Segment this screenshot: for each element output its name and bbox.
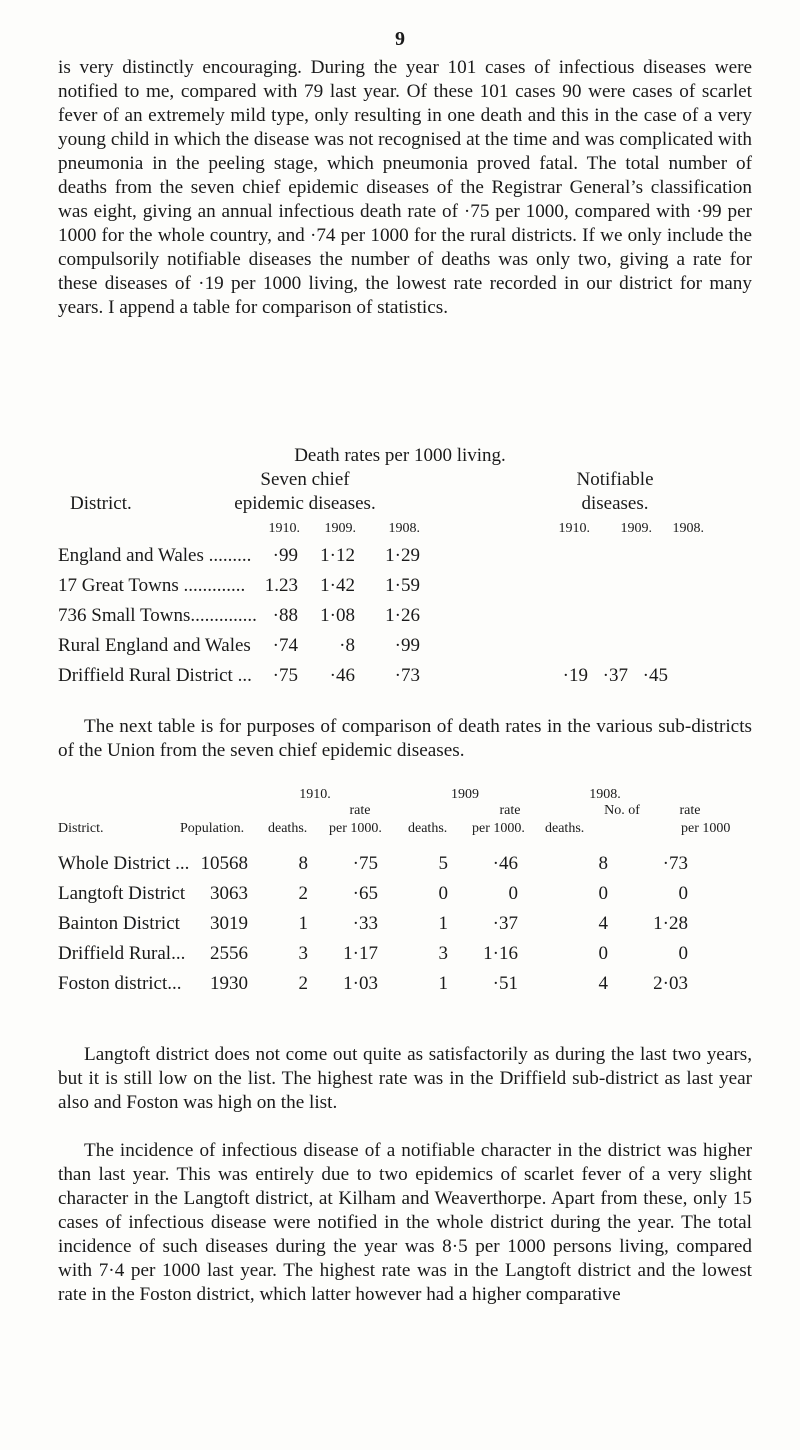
deaths-1910: 2 (298, 973, 308, 994)
rate-1910: ·88 (272, 605, 298, 626)
district-name (58, 665, 252, 687)
paragraph-incidence: The incidence of infectious disease of a notifiable character in the district was higher than last year. This was entirely due to two epidemics of scarlet fever of a very slight character in the Langtoft district, at Kilham and Weaverthorpe. Apart from these, only 15 cases of infectious disease were notified in the whole district during the year. The total incidence of such diseases during the year was 8·5 per 1000 persons living, compared with 7·4 per 1000 last year. The highest rate was in the Langtoft district and the lowest rate in the Foston district, which latter however had a higher comparative (58, 1140, 752, 1305)
year-1908-header: 1908. (589, 787, 621, 802)
notifiable-1910: ·19 (562, 665, 588, 686)
deaths-1909: 1 (438, 913, 448, 934)
district-name: Bainton District (58, 913, 180, 934)
rate-1908: 0 (678, 943, 688, 964)
rate-1910: ·65 (352, 883, 378, 904)
deaths-1908: 0 (598, 943, 608, 964)
table-row (58, 575, 758, 605)
rate-1909: ·8 (339, 635, 355, 656)
population: 3063 (210, 883, 248, 904)
rate-1909: ·46 (329, 665, 355, 686)
deaths-1909: 1 (438, 973, 448, 994)
rate-1910: ·75 (272, 665, 298, 686)
rate-1910: ·99 (272, 545, 298, 566)
deaths-1910: 8 (298, 853, 308, 874)
district-label: England and Wales (58, 545, 204, 566)
notifiable-1909: ·37 (602, 665, 628, 686)
paragraph-langtoft: Langtoft district does not come out quite as satisfactorily as during the last two years, but it is still low on the list. The highest rate was in the Driffield sub-district as last year also and Foston was high on the list. (58, 1044, 752, 1113)
paragraph-comparison: The next table is for purposes of comparison of death rates in the various sub-districts of the Union from the seven chief epidemic diseases. (58, 716, 752, 761)
rate-1910: ·75 (352, 853, 378, 874)
district-label: Rural England and Wales (58, 635, 251, 656)
notifiable-year-header: 1910. (558, 521, 590, 536)
population: 2556 (210, 943, 248, 964)
district-name (58, 635, 251, 657)
rate-1908: 1·59 (385, 575, 420, 596)
deaths-1910: 3 (298, 943, 308, 964)
district-label: Driffield Rural District (58, 665, 233, 686)
seven-chief-header-2: epidemic diseases. (234, 493, 376, 514)
deaths-1908: 4 (598, 973, 608, 994)
rate-1909: ·37 (492, 913, 518, 934)
table-row (58, 883, 758, 913)
rate-1910: ·74 (272, 635, 298, 656)
rate-header: rate (349, 803, 371, 818)
district-name: Driffield Rural... (58, 943, 186, 964)
year-1910-header: 1910. (299, 787, 331, 802)
leader-dots: ......... (203, 545, 252, 566)
deaths-1909: 3 (438, 943, 448, 964)
deaths-1908-header: deaths. (545, 821, 585, 836)
year-1909-header: 1909 (451, 787, 479, 802)
rate-1910: 1.23 (264, 575, 298, 596)
table-row (58, 665, 758, 695)
district-name (58, 605, 257, 627)
district-header: District. (70, 493, 132, 514)
deaths-1910-header: deaths. (268, 821, 308, 836)
rate-1908: ·99 (394, 635, 420, 656)
table-row (58, 973, 758, 1003)
population: 1930 (210, 973, 248, 994)
rate-1909: ·46 (492, 853, 518, 874)
district-label: 736 Small Towns (58, 605, 191, 626)
notifiable-year-header: 1909. (620, 521, 652, 536)
rate-header: rate (679, 803, 701, 818)
district-header: District. (58, 821, 104, 836)
per1000-1908-header: per 1000 (681, 821, 731, 836)
deaths-1909-header: deaths. (408, 821, 448, 836)
deaths-1909: 5 (438, 853, 448, 874)
per1000-1910-header: per 1000. (329, 821, 382, 836)
district-name: Whole District ... (58, 853, 190, 874)
rate-1909: 1·16 (483, 943, 518, 964)
rate-1909: 0 (508, 883, 518, 904)
rate-1908: 0 (678, 883, 688, 904)
no-of-header: No. of (604, 803, 640, 818)
year-header: 1908. (388, 521, 420, 536)
district-label: 17 Great Towns (58, 575, 179, 596)
rate-header: rate (499, 803, 521, 818)
rate-1908: 2·03 (653, 973, 688, 994)
year-header: 1909. (324, 521, 356, 536)
notifiable-header-2: diseases. (581, 493, 649, 514)
rate-1908: ·73 (394, 665, 420, 686)
table1-title-text: Death rates per 1000 living. (294, 445, 506, 466)
deaths-1910: 1 (298, 913, 308, 934)
rate-1909: 1·08 (320, 605, 355, 626)
leader-dots: ... (232, 665, 252, 686)
seven-chief-header-1: Seven chief (260, 469, 350, 490)
sub-district-table (0, 787, 800, 1037)
table-row (58, 943, 758, 973)
rate-1908: 1·26 (385, 605, 420, 626)
year-header: 1910. (268, 521, 300, 536)
deaths-1909: 0 (438, 883, 448, 904)
deaths-1910: 2 (298, 883, 308, 904)
table-row (58, 853, 758, 883)
table1-title (0, 445, 800, 467)
table-row (58, 545, 758, 575)
table-row (58, 605, 758, 635)
paragraph-intro: is very distinctly encouraging. During the year 101 cases of infectious diseases were notified to me, compared with 79 last year. Of these 101 cases 90 were cases of scarlet fever of an extremely mild type, only resulting in one death and this in the case of a very young child in which the disease was not recognised at the time and was complicated with pneumonia in the peeling stage, which pneumonia proved fatal. The total number of deaths from the seven chief epidemic diseases of the Registrar General’s classification was eight, giving an annual infectious death rate of ·75 per 1000, compared with ·99 per 1000 for the whole country, and ·74 per 1000 for the rural districts. If we only include the compulsorily notifiable diseases the number of deaths was only two, giving a rate for these diseases of ·19 per 1000 living, the lowest rate recorded in our district for many years. I append a table for comparison of statistics. (58, 57, 752, 318)
rate-1909: 1·42 (320, 575, 355, 596)
deaths-1908: 0 (598, 883, 608, 904)
leader-dots: .............. (190, 605, 257, 626)
rate-1910: 1·17 (343, 943, 378, 964)
per1000-1909-header: per 1000. (472, 821, 525, 836)
deaths-1908: 4 (598, 913, 608, 934)
rate-1909: ·51 (492, 973, 518, 994)
rate-1908: ·73 (662, 853, 688, 874)
notifiable-year-header: 1908. (672, 521, 704, 536)
table-row (58, 635, 758, 665)
district-name (58, 545, 251, 567)
notifiable-1908: ·45 (642, 665, 668, 686)
notifiable-header-1: Notifiable (576, 469, 654, 490)
page-number: 9 (395, 28, 405, 50)
district-name (58, 575, 245, 597)
population: 3019 (210, 913, 248, 934)
population-header: Population. (180, 821, 245, 836)
rate-1908: 1·29 (385, 545, 420, 566)
leader-dots: ............. (178, 575, 246, 596)
rate-1910: 1·03 (343, 973, 378, 994)
district-name: Foston district... (58, 973, 182, 994)
district-name: Langtoft District (58, 883, 186, 904)
rate-1910: ·33 (352, 913, 378, 934)
deaths-1908: 8 (598, 853, 608, 874)
rate-1909: 1·12 (320, 545, 355, 566)
rate-1908: 1·28 (653, 913, 688, 934)
population: 10568 (200, 853, 248, 874)
table-row (58, 913, 758, 943)
